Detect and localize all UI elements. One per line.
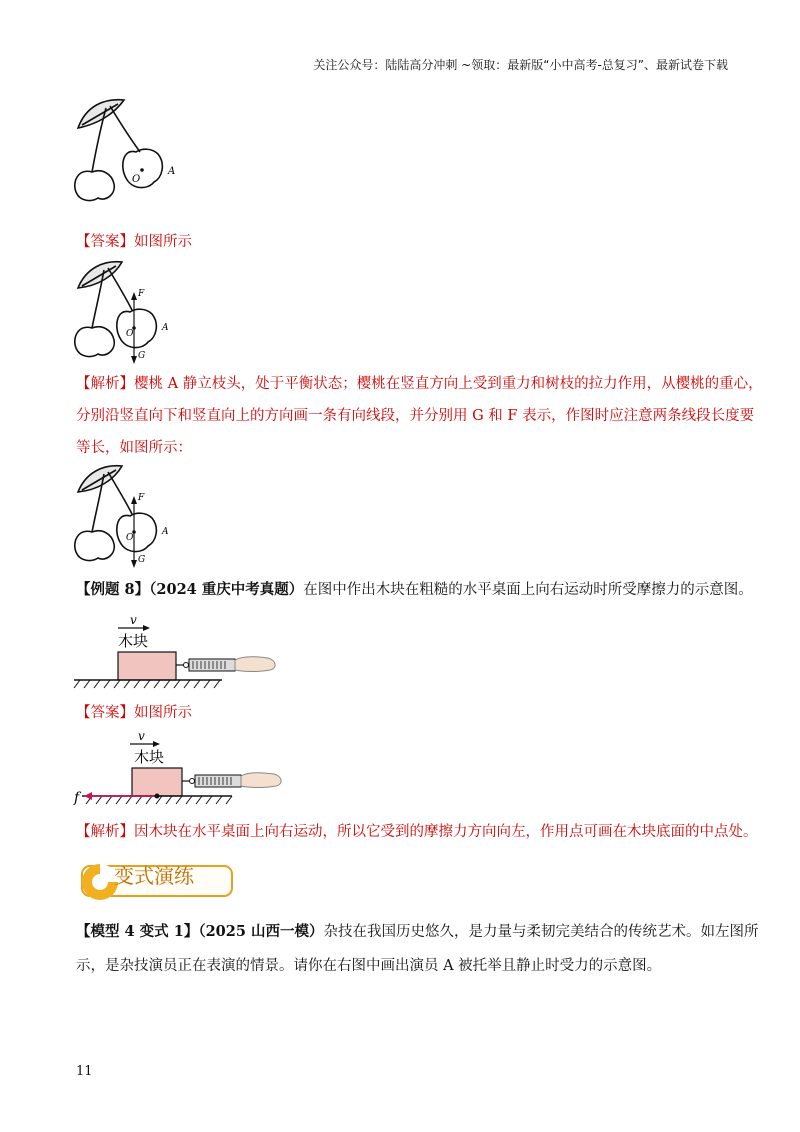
- answer-text: 如图所示: [134, 234, 192, 250]
- wooden-block: [132, 768, 182, 796]
- example-text: 在图中作出木块在粗糙的水平桌面上向右运动时所受摩擦力的示意图。: [303, 582, 753, 598]
- analysis-1: [76, 374, 763, 458]
- variant-line-2: 示，是杂技演员正在表演的情景。请你在右图中画出演员 A 被托举且静止时受力的示意图。: [76, 958, 662, 974]
- cherry-figure-answer: [70, 258, 190, 368]
- center-point: [140, 168, 144, 172]
- label-v: v: [138, 729, 145, 743]
- hand: [241, 773, 281, 788]
- variant-source: （2025 山西一模）: [198, 923, 324, 940]
- answer-1: [76, 232, 192, 252]
- label-block: 木块: [134, 748, 165, 766]
- wooden-block: [118, 652, 176, 680]
- label-a: A: [162, 323, 169, 333]
- variant-tag: 【模型 4 变式 1】: [76, 923, 199, 940]
- analysis-2: [76, 822, 758, 842]
- label-g: G: [138, 351, 146, 361]
- label-block: 木块: [118, 632, 149, 650]
- label-f: F: [138, 493, 145, 503]
- analysis-line-3: 等长，如图所示：: [76, 440, 192, 456]
- analysis-tag: 【解析】: [76, 824, 134, 840]
- example-8: [76, 580, 753, 600]
- label-g: G: [138, 555, 146, 565]
- variant-1: [76, 922, 758, 976]
- analysis-line-2: 分别沿竖直向下和竖直向上的方向画一条有向线段，并分别用 G 和 F 表示，作图时应注意两条线段长度要: [76, 408, 755, 424]
- label-o: O: [126, 533, 134, 543]
- spring-scale: [189, 659, 235, 671]
- cherry-figure-analysis: [70, 462, 190, 572]
- label-a: A: [168, 166, 176, 177]
- spring-scale: [195, 775, 241, 787]
- answer-text: 如图所示: [134, 705, 192, 721]
- answer-tag: 【答案】: [76, 234, 134, 250]
- answer-tag: 【答案】: [76, 705, 134, 721]
- label-a: A: [162, 527, 169, 537]
- example-source: （2024 重庆中考真题）: [149, 581, 304, 598]
- cherry-figure-question: [70, 90, 190, 205]
- page-number: 11: [76, 1064, 93, 1079]
- label-o: O: [132, 174, 141, 185]
- label-f: F: [138, 289, 145, 299]
- section-banner: [76, 858, 236, 900]
- section-banner-label: 变式演练: [114, 864, 194, 888]
- variant-line-1: 杂技在我国历史悠久，是力量与柔韧完美结合的传统艺术。如左图所: [323, 924, 759, 940]
- label-o: O: [126, 329, 134, 339]
- block-figure-question: [72, 610, 282, 690]
- answer-2: [76, 703, 192, 723]
- example-tag: 【例题 8】: [76, 581, 150, 598]
- block-figure-answer: [72, 726, 292, 808]
- hand: [235, 657, 275, 672]
- label-v: v: [130, 613, 137, 627]
- label-f: f: [74, 790, 80, 806]
- analysis-text: 因木块在水平桌面上向右运动，所以它受到的摩擦力方向向左，作用点可画在木块底面的中点处。: [134, 824, 758, 840]
- analysis-line-1: 樱桃 A 静立枝头，处于平衡状态；樱桃在竖直方向上受到重力和树枝的拉力作用，从樱桃的重心，: [134, 376, 763, 392]
- page-header: 关注公众号：陆陆高分冲刺 ~领取：最新版“小中高考-总复习”、最新试卷下载: [313, 58, 728, 72]
- analysis-tag: 【解析】: [76, 376, 134, 392]
